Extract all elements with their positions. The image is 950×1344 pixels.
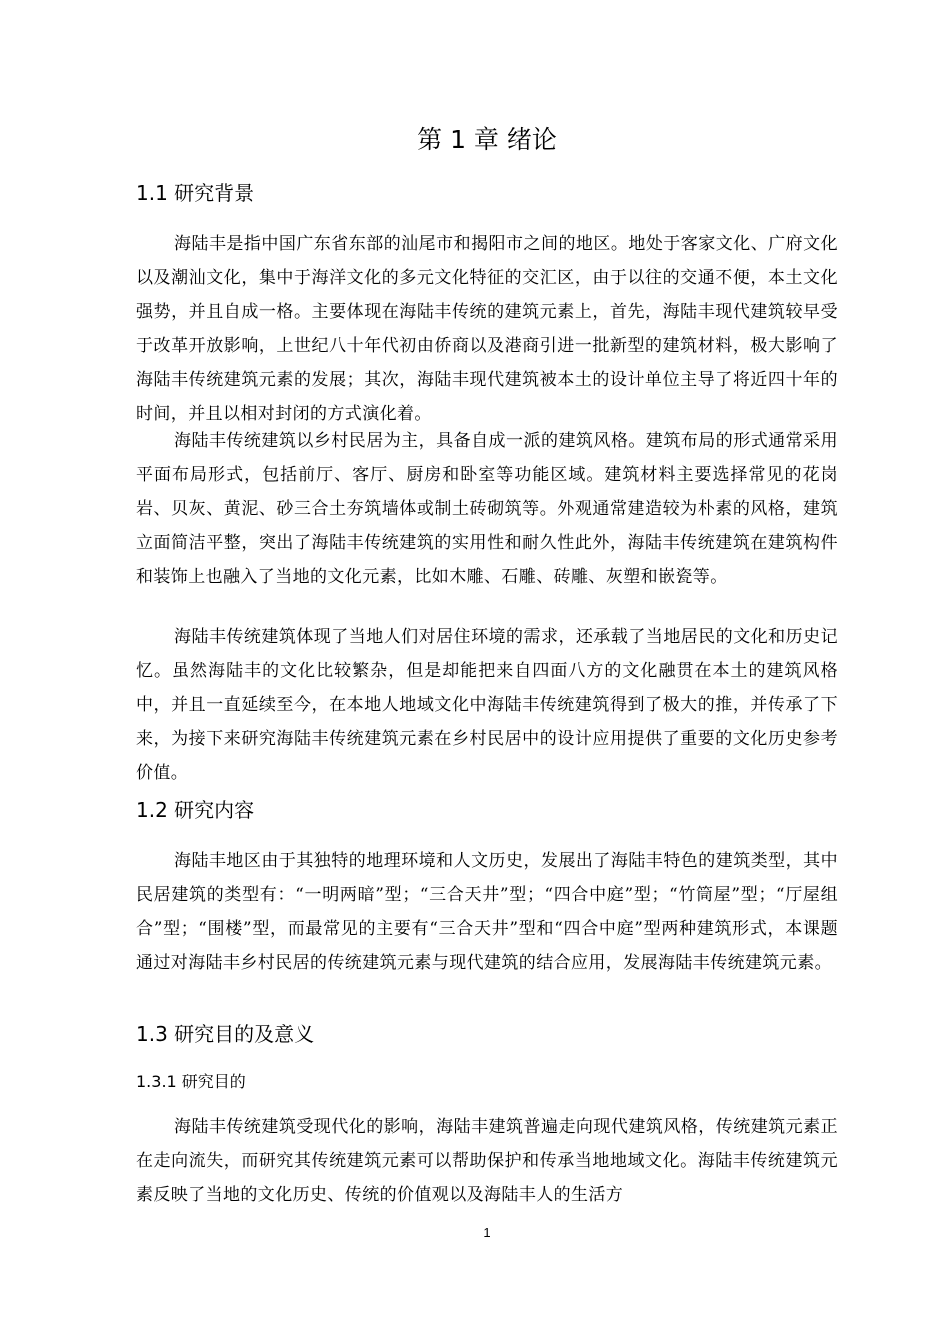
paragraph-1-1-3: 海陆丰传统建筑体现了当地人们对居住环境的需求，还承载了当地居民的文化和历史记忆。虽然海陆丰的文化比较繁杂，但是却能把来自四面八方的文化融贯在本土的建筑风格中，并且一直延续至今，在本地人地域文化中海陆丰传统建筑得到了极大的推，并传承了下来，为接下来研究海陆丰传统建筑元素在乡村民居中的设计应用提供了重要的文化历史参考价值。 xyxy=(136,627,838,783)
subsection-heading-1-3-1: 1.3.1 研究目的 xyxy=(136,1072,246,1091)
paragraph-1-2-1: 海陆丰地区由于其独特的地理环境和人文历史，发展出了海陆丰特色的建筑类型，其中民居建筑的类型有：“一明两暗”型；“三合天井”型；“四合中庭”型；“竹筒屋”型；“厅屋组合”型；“围楼”型，而最常见的主要有“三合天井”型和“四合中庭”型两种建筑形式，本课题通过对海陆丰乡村民居的传统建筑元素与现代建筑的结合应用，发展海陆丰传统建筑元素。 xyxy=(136,851,838,973)
section-heading-1-3: 1.3 研究目的及意义 xyxy=(136,1022,315,1046)
paragraph-1-1-1: 海陆丰是指中国广东省东部的汕尾市和揭阳市之间的地区。地处于客家文化、广府文化以及潮汕文化，集中于海洋文化的多元文化特征的交汇区，由于以往的交通不便，本土文化强势，并且自成一格。主要体现在海陆丰传统的建筑元素上，首先，海陆丰现代建筑较早受于改革开放影响，上世纪八十年代初由侨商以及港商引进一批新型的建筑材料，极大影响了海陆丰传统建筑元素的发展；其次，海陆丰现代建筑被本土的设计单位主导了将近四十年的时间，并且以相对封闭的方式演化着。 xyxy=(136,234,838,424)
paragraph-1-1-2: 海陆丰传统建筑以乡村民居为主，具备自成一派的建筑风格。建筑布局的形式通常采用平面布局形式，包括前厅、客厅、厨房和卧室等功能区域。建筑材料主要选择常见的花岗岩、贝灰、黄泥、砂三合土夯筑墙体或制土砖砌筑等。外观通常建造较为朴素的风格，建筑立面简洁平整，突出了海陆丰传统建筑的实用性和耐久性此外，海陆丰传统建筑在建筑构件和装饰上也融入了当地的文化元素，比如木雕、石雕、砖雕、灰塑和嵌瓷等。 xyxy=(136,431,838,587)
chapter-title: 第 1 章 绪论 xyxy=(417,125,557,154)
section-heading-1-2: 1.2 研究内容 xyxy=(136,798,255,822)
section-heading-1-1: 1.1 研究背景 xyxy=(136,181,255,205)
paragraph-1-3-1-1: 海陆丰传统建筑受现代化的影响，海陆丰建筑普遍走向现代建筑风格，传统建筑元素正在走向流失，而研究其传统建筑元素可以帮助保护和传承当地地域文化。海陆丰传统建筑元素反映了当地的文化历史、传统的价值观以及海陆丰人的生活方 xyxy=(136,1117,838,1205)
page-number: 1 xyxy=(483,1225,491,1240)
